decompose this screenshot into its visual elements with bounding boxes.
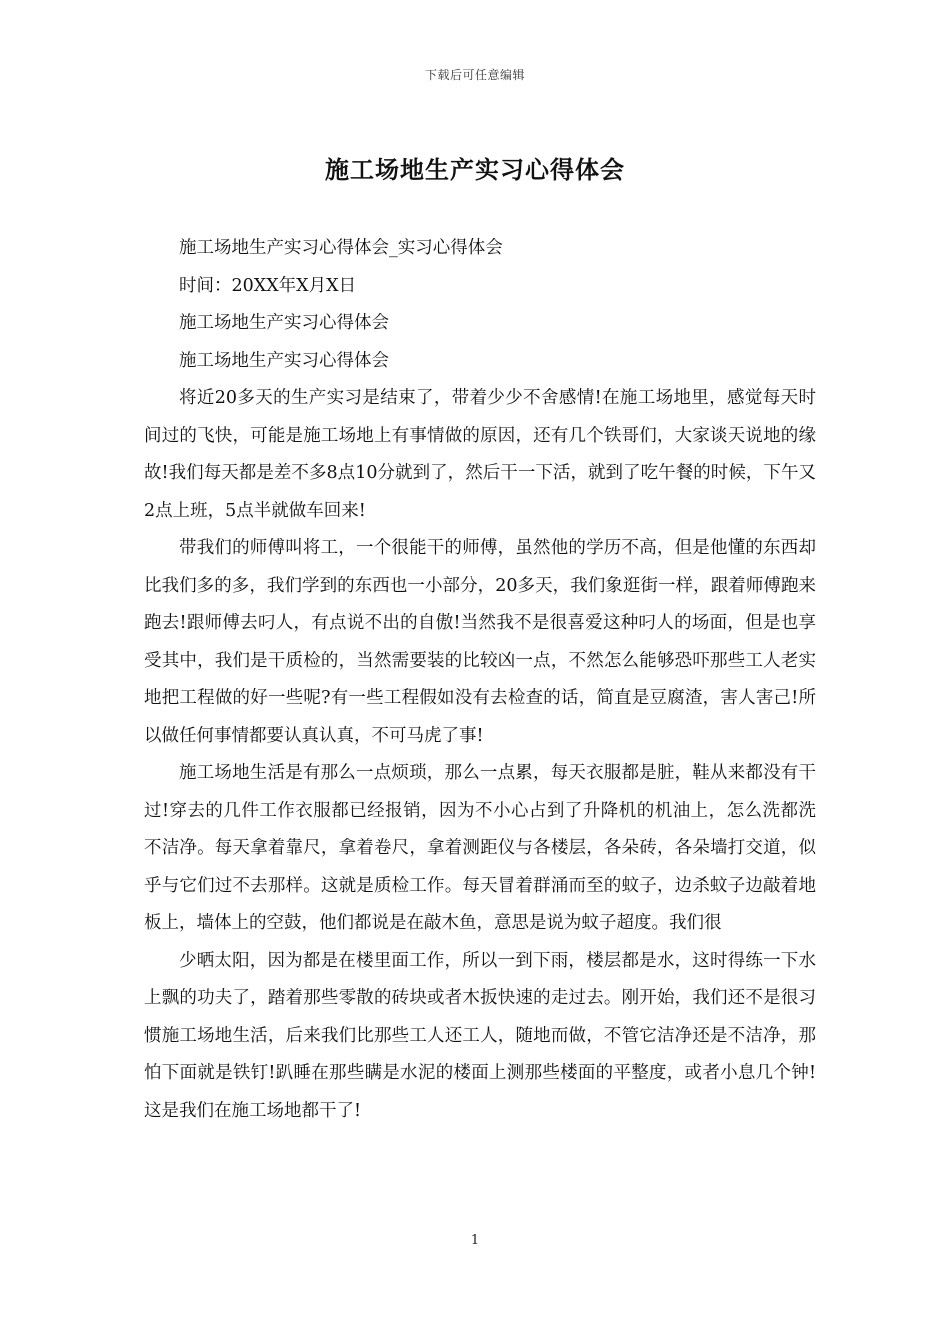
paragraph-subtitle: 施工场地生产实习心得体会_实习心得体会: [179, 238, 503, 258]
paragraph: 将近20多天的生产实习是结束了，带着少少不舍感情!在施工场地里，感觉每天时间过的飞快，可能是施工场地上有事情做的原因，还有几个铁哥们，大家谈天说地的缘故!我们每天都是差不多8点10分就到了，然后干一下活，就到了吃午餐的时候，下午又2点上班，5点半就做车回来!: [144, 388, 816, 521]
document-title: 施工场地生产实习心得体会: [325, 155, 625, 184]
paragraph-heading: 施工场地生产实习心得体会: [179, 350, 389, 371]
paragraph-heading: 施工场地生产实习心得体会: [179, 313, 389, 333]
page-number: 1: [470, 1233, 480, 1248]
paragraph: 施工场地生活是有那么一点烦琐，那么一点累，每天衣服都是脏，鞋从来都没有干过!穿去的几件工作衣服都已经报销，因为不小心占到了升降机的机油上，怎么洗都洗不洁净。每天拿着靠尺，拿着卷尺，拿着测距仪与各楼层，各朵砖，各朵墙打交道，似乎与它们过不去那样。这就是质检工作。每天冒着群涌而至的蚊子，边杀蚊子边敲着地板上，墙体上的空鼓，他们都说是在敲木鱼，意思是说为蚊子超度。我们很: [144, 763, 816, 933]
header-note: 下载后可任意编辑: [424, 68, 525, 82]
paragraph: 带我们的师傅叫将工，一个很能干的师傅，虽然他的学历不高，但是他懂的东西却比我们多的多，我们学到的东西也一小部分，20多天，我们象逛街一样，跟着师傅跑来跑去!跟师傅去叼人，有点说不出的自傲!当然我不是很喜爱这种叼人的场面，但是也享受其中，我们是干质检的，当然需要装的比较凶一点，不然怎么能够恐吓那些工人老实地把工程做的好一些呢?有一些工程假如没有去检查的话，简直是豆腐渣，害人害己!所以做任何事情都要认真认真，不可马虎了事!: [144, 538, 816, 746]
document-body: [144, 230, 816, 1130]
paragraph-date: 时间：20XX年X月X日: [179, 275, 357, 296]
paragraph: 少晒太阳，因为都是在楼里面工作，所以一到下雨，楼层都是水，这时得练一下水上飘的功夫了，踏着那些零散的砖块或者木扳快速的走过去。刚开始，我们还不是很习惯施工场地生活，后来我们比那些工人还工人，随地而做，不管它洁净还是不洁净，那怕下面就是铁钉!趴睡在那些瞒是水泥的楼面上测那些楼面的平整度，或者小息几个钟!这是我们在施工场地都干了!: [144, 950, 816, 1121]
